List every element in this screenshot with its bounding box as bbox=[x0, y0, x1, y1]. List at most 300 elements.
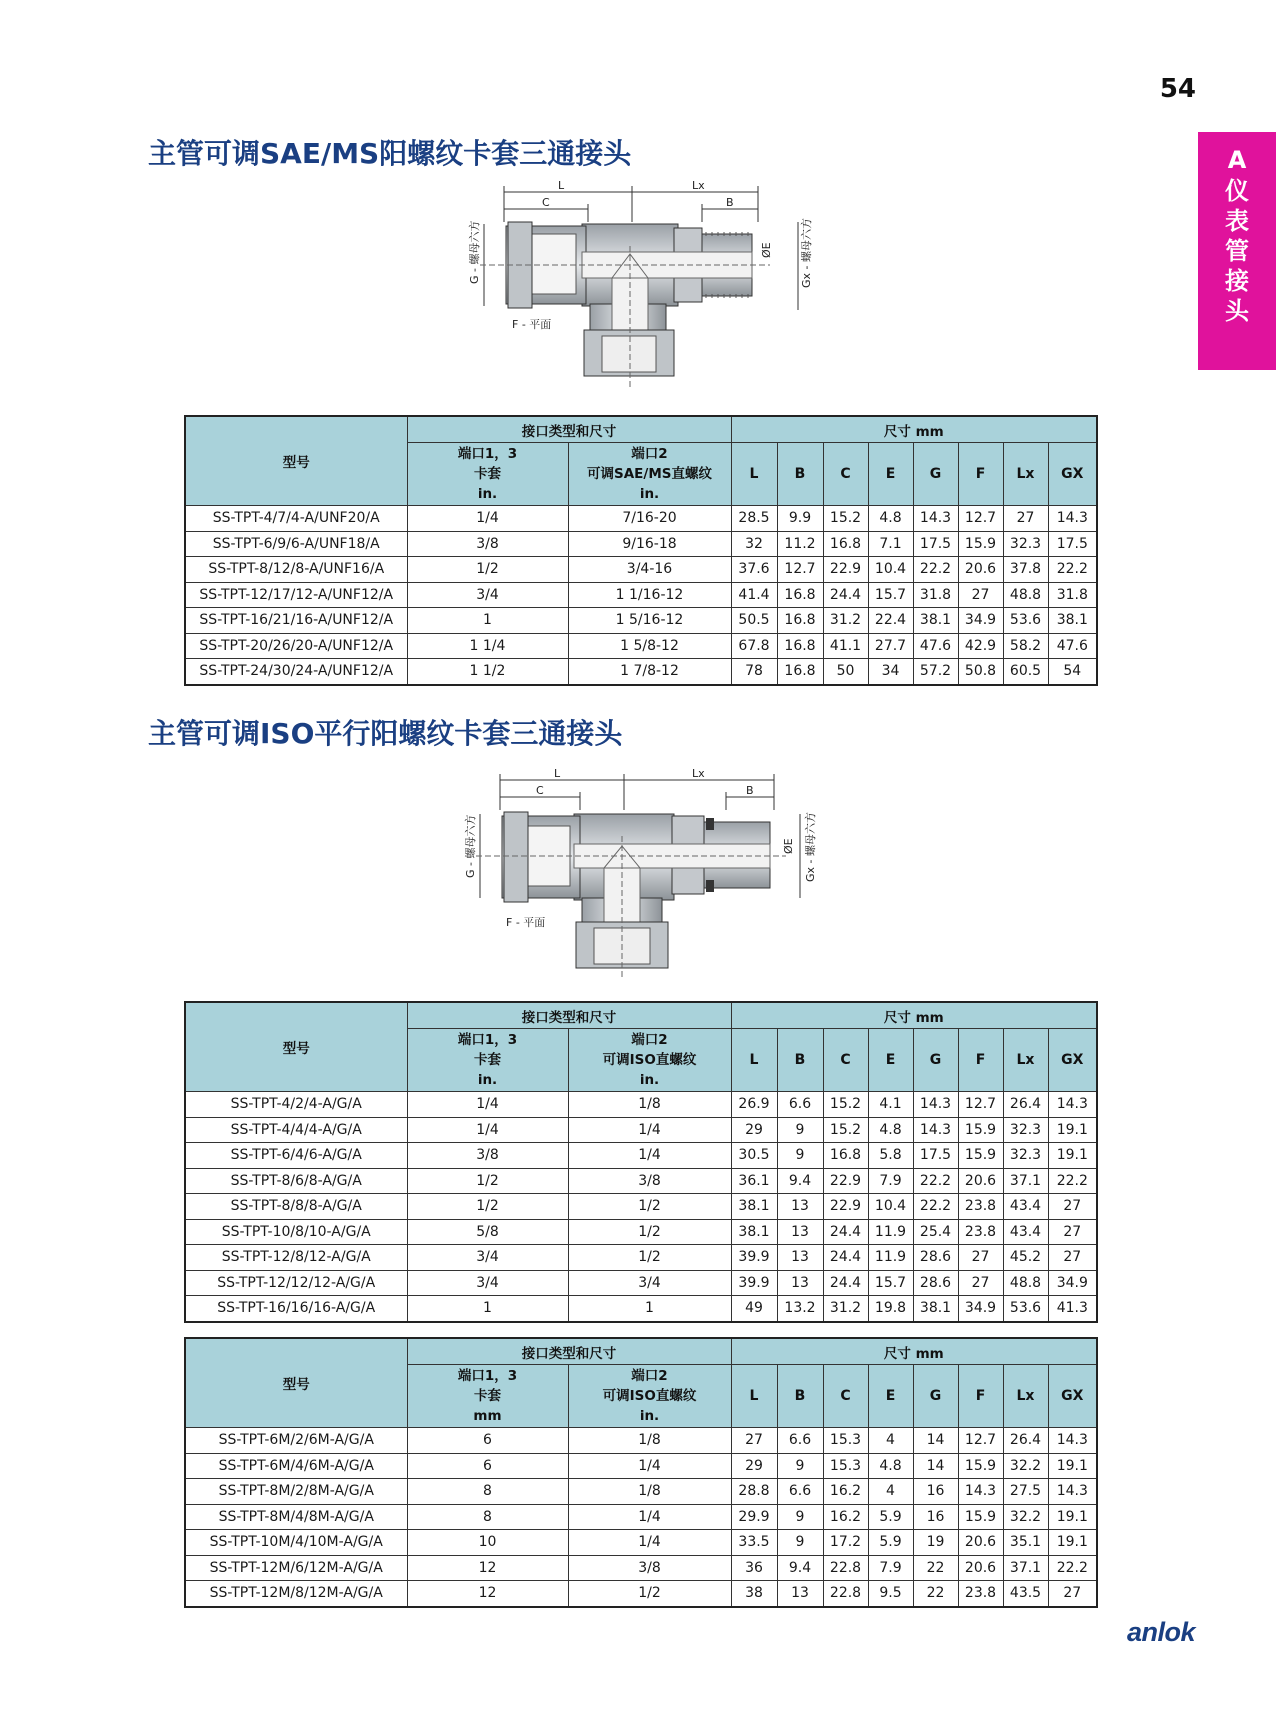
dimension-cell: 38.1 bbox=[913, 1296, 958, 1322]
dimension-label-b: B bbox=[746, 784, 754, 797]
dimension-cell: 14 bbox=[913, 1453, 958, 1479]
header-port1: 端口1，3 卡套 mm bbox=[407, 1365, 568, 1428]
dimension-cell: 6.6 bbox=[777, 1092, 823, 1118]
dimension-cell: 4 bbox=[868, 1428, 913, 1454]
dimension-label-c: C bbox=[542, 196, 550, 209]
dimension-cell: 12.7 bbox=[958, 1428, 1003, 1454]
port-size-cell: 9/16-18 bbox=[568, 531, 731, 557]
dimension-cell: 4.8 bbox=[868, 506, 913, 532]
dimension-cell: 58.2 bbox=[1003, 633, 1048, 659]
port-size-cell: 12 bbox=[407, 1555, 568, 1581]
port-size-cell: 3/4 bbox=[407, 1270, 568, 1296]
dimension-cell: 28.6 bbox=[913, 1245, 958, 1271]
dimension-cell: 15.7 bbox=[868, 582, 913, 608]
table-row bbox=[185, 1219, 1097, 1245]
port-size-cell: 8 bbox=[407, 1504, 568, 1530]
dimension-cell: 49 bbox=[731, 1296, 777, 1322]
dimension-label-f: F - 平面 bbox=[506, 916, 546, 929]
port-size-cell: 1/4 bbox=[407, 1117, 568, 1143]
header-port-group: 接口类型和尺寸 bbox=[407, 416, 731, 443]
port-size-cell: 1/4 bbox=[568, 1453, 731, 1479]
header-model: 型号 bbox=[185, 1002, 407, 1092]
dimension-label-lx: Lx bbox=[692, 767, 705, 780]
table-row bbox=[185, 506, 1097, 532]
spec-table-sae bbox=[184, 415, 1098, 686]
model-cell: SS-TPT-8/6/8-A/G/A bbox=[185, 1168, 407, 1194]
dimension-cell: 57.2 bbox=[913, 659, 958, 685]
port-size-cell: 1/4 bbox=[407, 506, 568, 532]
spec-table-iso-metric bbox=[184, 1337, 1098, 1608]
header-dim-group: 尺寸 mm bbox=[731, 1338, 1097, 1365]
dimension-cell: 13 bbox=[777, 1219, 823, 1245]
dimension-cell: 32.3 bbox=[1003, 1143, 1048, 1169]
dimension-cell: 22 bbox=[913, 1555, 958, 1581]
header-port-group: 接口类型和尺寸 bbox=[407, 1002, 731, 1029]
dimension-cell: 34.9 bbox=[958, 608, 1003, 634]
dimension-cell: 27 bbox=[958, 1245, 1003, 1271]
dimension-cell: 9 bbox=[777, 1143, 823, 1169]
dimension-cell: 15.9 bbox=[958, 1117, 1003, 1143]
dimension-cell: 60.5 bbox=[1003, 659, 1048, 685]
port-size-cell: 1/4 bbox=[568, 1117, 731, 1143]
dimension-cell: 32.3 bbox=[1003, 531, 1048, 557]
dimension-cell: 12.7 bbox=[958, 506, 1003, 532]
dimension-cell: 27 bbox=[1048, 1245, 1097, 1271]
dimension-cell: 31.8 bbox=[913, 582, 958, 608]
dimension-cell: 27 bbox=[958, 582, 1003, 608]
dimension-cell: 41.1 bbox=[823, 633, 868, 659]
dimension-cell: 22.2 bbox=[913, 1194, 958, 1220]
header-model: 型号 bbox=[185, 416, 407, 506]
dimension-cell: 15.2 bbox=[823, 506, 868, 532]
dimension-cell: 16.8 bbox=[823, 1143, 868, 1169]
dimension-cell: 20.6 bbox=[958, 1530, 1003, 1556]
dimension-label-l: L bbox=[554, 767, 561, 780]
port-size-cell: 3/8 bbox=[568, 1555, 731, 1581]
header-dim: L bbox=[731, 1029, 777, 1092]
header-dim: E bbox=[868, 1365, 913, 1428]
dimension-cell: 23.8 bbox=[958, 1219, 1003, 1245]
port-size-cell: 1 1/4 bbox=[407, 633, 568, 659]
header-dim: C bbox=[823, 1029, 868, 1092]
header-dim: F bbox=[958, 1365, 1003, 1428]
dimension-label-f: F - 平面 bbox=[512, 318, 552, 331]
dimension-cell: 4 bbox=[868, 1479, 913, 1505]
dimension-cell: 36 bbox=[731, 1555, 777, 1581]
port-size-cell: 3/8 bbox=[407, 531, 568, 557]
dimension-cell: 20.6 bbox=[958, 1555, 1003, 1581]
dimension-cell: 5.9 bbox=[868, 1530, 913, 1556]
dimension-cell: 26.4 bbox=[1003, 1428, 1048, 1454]
header-dim: Lx bbox=[1003, 1365, 1048, 1428]
port-size-cell: 1/2 bbox=[407, 557, 568, 583]
dimension-cell: 37.8 bbox=[1003, 557, 1048, 583]
dimension-cell: 37.6 bbox=[731, 557, 777, 583]
port-size-cell: 1/2 bbox=[407, 1168, 568, 1194]
dimension-cell: 35.1 bbox=[1003, 1530, 1048, 1556]
model-cell: SS-TPT-16/16/16-A/G/A bbox=[185, 1296, 407, 1322]
dimension-label-lx: Lx bbox=[692, 179, 705, 192]
header-dim: GX bbox=[1048, 1029, 1097, 1092]
dimension-cell: 45.2 bbox=[1003, 1245, 1048, 1271]
dimension-cell: 7.1 bbox=[868, 531, 913, 557]
dimension-cell: 5.8 bbox=[868, 1143, 913, 1169]
port-size-cell: 1/2 bbox=[407, 1194, 568, 1220]
dimension-cell: 13 bbox=[777, 1245, 823, 1271]
header-dim: C bbox=[823, 443, 868, 506]
header-dim: F bbox=[958, 1029, 1003, 1092]
dimension-cell: 27 bbox=[1048, 1194, 1097, 1220]
dimension-label-e: ØE bbox=[760, 242, 773, 258]
dimension-cell: 15.3 bbox=[823, 1453, 868, 1479]
dimension-cell: 27 bbox=[731, 1428, 777, 1454]
dimension-label-g: G - 螺母六方 bbox=[468, 220, 481, 284]
table-row bbox=[185, 1245, 1097, 1271]
dimension-cell: 29.9 bbox=[731, 1504, 777, 1530]
dimension-cell: 15.9 bbox=[958, 531, 1003, 557]
dimension-cell: 15.9 bbox=[958, 1504, 1003, 1530]
dimension-cell: 9.4 bbox=[777, 1555, 823, 1581]
table-row bbox=[185, 1296, 1097, 1322]
dimension-cell: 22 bbox=[913, 1581, 958, 1607]
dimension-cell: 31.2 bbox=[823, 608, 868, 634]
header-dim-group: 尺寸 mm bbox=[731, 416, 1097, 443]
chapter-tab-letter: A bbox=[1227, 146, 1247, 174]
model-cell: SS-TPT-10M/4/10M-A/G/A bbox=[185, 1530, 407, 1556]
chapter-tab-char: 管 bbox=[1225, 237, 1249, 265]
model-cell: SS-TPT-6/4/6-A/G/A bbox=[185, 1143, 407, 1169]
port-size-cell: 6 bbox=[407, 1453, 568, 1479]
dimension-cell: 27 bbox=[1048, 1219, 1097, 1245]
dimension-cell: 67.8 bbox=[731, 633, 777, 659]
dimension-cell: 9 bbox=[777, 1504, 823, 1530]
dimension-cell: 14.3 bbox=[913, 506, 958, 532]
dimension-cell: 4.1 bbox=[868, 1092, 913, 1118]
dimension-cell: 25.4 bbox=[913, 1219, 958, 1245]
header-port2: 端口2 可调ISO直螺纹 in. bbox=[568, 1365, 731, 1428]
dimension-cell: 16.8 bbox=[777, 659, 823, 685]
dimension-cell: 47.6 bbox=[913, 633, 958, 659]
dimension-cell: 28.8 bbox=[731, 1479, 777, 1505]
dimension-cell: 20.6 bbox=[958, 1168, 1003, 1194]
table-row bbox=[185, 1270, 1097, 1296]
dimension-cell: 43.4 bbox=[1003, 1194, 1048, 1220]
dimension-cell: 42.9 bbox=[958, 633, 1003, 659]
dimension-cell: 14 bbox=[913, 1428, 958, 1454]
dimension-cell: 22.9 bbox=[823, 557, 868, 583]
model-cell: SS-TPT-12/12/12-A/G/A bbox=[185, 1270, 407, 1296]
dimension-cell: 19.1 bbox=[1048, 1117, 1097, 1143]
table-row bbox=[185, 1581, 1097, 1607]
model-cell: SS-TPT-4/4/4-A/G/A bbox=[185, 1117, 407, 1143]
model-cell: SS-TPT-8/12/8-A/UNF16/A bbox=[185, 557, 407, 583]
dimension-cell: 47.6 bbox=[1048, 633, 1097, 659]
port-size-cell: 3/4 bbox=[407, 582, 568, 608]
dimension-cell: 39.9 bbox=[731, 1270, 777, 1296]
dimension-label-e: ØE bbox=[782, 838, 795, 854]
dimension-cell: 6.6 bbox=[777, 1428, 823, 1454]
dimension-cell: 54 bbox=[1048, 659, 1097, 685]
header-dim-group: 尺寸 mm bbox=[731, 1002, 1097, 1029]
port-size-cell: 7/16-20 bbox=[568, 506, 731, 532]
dimension-cell: 22.2 bbox=[913, 557, 958, 583]
dimension-label-gx: Gx - 螺母六方 bbox=[804, 812, 817, 882]
tee-fitting-diagram-iso bbox=[436, 764, 836, 980]
dimension-cell: 4.8 bbox=[868, 1453, 913, 1479]
dimension-cell: 9 bbox=[777, 1530, 823, 1556]
model-cell: SS-TPT-8M/4/8M-A/G/A bbox=[185, 1504, 407, 1530]
chapter-tab-char: 表 bbox=[1225, 207, 1249, 235]
model-cell: SS-TPT-12/17/12-A/UNF12/A bbox=[185, 582, 407, 608]
model-cell: SS-TPT-24/30/24-A/UNF12/A bbox=[185, 659, 407, 685]
tee-fitting-diagram-sae bbox=[440, 176, 840, 392]
section-title: 主管可调ISO平行阳螺纹卡套三通接头 bbox=[148, 717, 623, 750]
dimension-cell: 14.3 bbox=[1048, 506, 1097, 532]
dimension-cell: 27.5 bbox=[1003, 1479, 1048, 1505]
port-size-cell: 1/8 bbox=[568, 1428, 731, 1454]
header-dim: GX bbox=[1048, 1365, 1097, 1428]
model-cell: SS-TPT-6M/2/6M-A/G/A bbox=[185, 1428, 407, 1454]
port-size-cell: 5/8 bbox=[407, 1219, 568, 1245]
port-size-cell: 3/8 bbox=[568, 1168, 731, 1194]
model-cell: SS-TPT-12M/8/12M-A/G/A bbox=[185, 1581, 407, 1607]
dimension-cell: 31.8 bbox=[1048, 582, 1097, 608]
header-port-group: 接口类型和尺寸 bbox=[407, 1338, 731, 1365]
dimension-cell: 12.7 bbox=[777, 557, 823, 583]
dimension-cell: 15.2 bbox=[823, 1092, 868, 1118]
dimension-cell: 10.4 bbox=[868, 557, 913, 583]
dimension-cell: 32.3 bbox=[1003, 1117, 1048, 1143]
dimension-cell: 38.1 bbox=[731, 1219, 777, 1245]
header-port2: 端口2 可调SAE/MS直螺纹 in. bbox=[568, 443, 731, 506]
header-model: 型号 bbox=[185, 1338, 407, 1428]
table-row bbox=[185, 1117, 1097, 1143]
dimension-label-l: L bbox=[558, 179, 565, 192]
dimension-cell: 36.1 bbox=[731, 1168, 777, 1194]
port-size-cell: 1/2 bbox=[568, 1245, 731, 1271]
port-size-cell: 1/4 bbox=[568, 1143, 731, 1169]
dimension-cell: 31.2 bbox=[823, 1296, 868, 1322]
table-row bbox=[185, 1143, 1097, 1169]
table-row bbox=[185, 1453, 1097, 1479]
dimension-cell: 27 bbox=[958, 1270, 1003, 1296]
dimension-cell: 22.8 bbox=[823, 1581, 868, 1607]
header-dim: G bbox=[913, 1029, 958, 1092]
dimension-cell: 14.3 bbox=[1048, 1428, 1097, 1454]
dimension-cell: 4.8 bbox=[868, 1117, 913, 1143]
model-cell: SS-TPT-16/21/16-A/UNF12/A bbox=[185, 608, 407, 634]
table-row bbox=[185, 582, 1097, 608]
model-cell: SS-TPT-4/2/4-A/G/A bbox=[185, 1092, 407, 1118]
dimension-cell: 22.2 bbox=[1048, 1555, 1097, 1581]
table-row bbox=[185, 1479, 1097, 1505]
dimension-cell: 27.7 bbox=[868, 633, 913, 659]
port-size-cell: 3/4 bbox=[407, 1245, 568, 1271]
dimension-cell: 38.1 bbox=[1048, 608, 1097, 634]
dimension-cell: 6.6 bbox=[777, 1479, 823, 1505]
dimension-cell: 22.8 bbox=[823, 1555, 868, 1581]
dimension-cell: 28.6 bbox=[913, 1270, 958, 1296]
dimension-cell: 22.9 bbox=[823, 1194, 868, 1220]
dimension-cell: 41.4 bbox=[731, 582, 777, 608]
dimension-cell: 14.3 bbox=[1048, 1092, 1097, 1118]
dimension-cell: 13 bbox=[777, 1270, 823, 1296]
dimension-cell: 7.9 bbox=[868, 1555, 913, 1581]
dimension-label-c: C bbox=[536, 784, 544, 797]
header-dim: E bbox=[868, 1029, 913, 1092]
header-dim: G bbox=[913, 1365, 958, 1428]
dimension-cell: 23.8 bbox=[958, 1194, 1003, 1220]
section-title: 主管可调SAE/MS阳螺纹卡套三通接头 bbox=[148, 137, 632, 170]
dimension-cell: 48.8 bbox=[1003, 582, 1048, 608]
dimension-cell: 16.8 bbox=[777, 633, 823, 659]
dimension-cell: 17.2 bbox=[823, 1530, 868, 1556]
dimension-cell: 19 bbox=[913, 1530, 958, 1556]
dimension-cell: 26.4 bbox=[1003, 1092, 1048, 1118]
dimension-cell: 22.9 bbox=[823, 1168, 868, 1194]
port-size-cell: 12 bbox=[407, 1581, 568, 1607]
port-size-cell: 1/8 bbox=[568, 1479, 731, 1505]
dimension-cell: 7.9 bbox=[868, 1168, 913, 1194]
dimension-cell: 5.9 bbox=[868, 1504, 913, 1530]
dimension-cell: 53.6 bbox=[1003, 1296, 1048, 1322]
dimension-cell: 15.3 bbox=[823, 1428, 868, 1454]
dimension-cell: 9.5 bbox=[868, 1581, 913, 1607]
spec-table-iso-inch bbox=[184, 1001, 1098, 1323]
port-size-cell: 1 5/16-12 bbox=[568, 608, 731, 634]
chapter-tab-char: 接 bbox=[1225, 267, 1249, 295]
page-number: 54 bbox=[1159, 74, 1196, 104]
dimension-cell: 32 bbox=[731, 531, 777, 557]
port-size-cell: 1 7/8-12 bbox=[568, 659, 731, 685]
table-row bbox=[185, 659, 1097, 685]
header-dim: L bbox=[731, 443, 777, 506]
dimension-cell: 41.3 bbox=[1048, 1296, 1097, 1322]
dimension-cell: 15.7 bbox=[868, 1270, 913, 1296]
dimension-cell: 24.4 bbox=[823, 1245, 868, 1271]
dimension-cell: 33.5 bbox=[731, 1530, 777, 1556]
port-size-cell: 1 1/16-12 bbox=[568, 582, 731, 608]
model-cell: SS-TPT-12M/6/12M-A/G/A bbox=[185, 1555, 407, 1581]
header-dim: C bbox=[823, 1365, 868, 1428]
port-size-cell: 1/4 bbox=[568, 1530, 731, 1556]
dimension-cell: 38.1 bbox=[913, 608, 958, 634]
model-cell: SS-TPT-8/8/8-A/G/A bbox=[185, 1194, 407, 1220]
dimension-cell: 19.1 bbox=[1048, 1453, 1097, 1479]
port-size-cell: 1/8 bbox=[568, 1092, 731, 1118]
dimension-cell: 22.4 bbox=[868, 608, 913, 634]
dimension-cell: 24.4 bbox=[823, 1270, 868, 1296]
dimension-cell: 9.9 bbox=[777, 506, 823, 532]
table-row bbox=[185, 1428, 1097, 1454]
dimension-cell: 13.2 bbox=[777, 1296, 823, 1322]
dimension-cell: 20.6 bbox=[958, 557, 1003, 583]
table-row bbox=[185, 1504, 1097, 1530]
dimension-cell: 17.5 bbox=[913, 1143, 958, 1169]
header-port1: 端口1，3 卡套 in. bbox=[407, 443, 568, 506]
header-port2: 端口2 可调ISO直螺纹 in. bbox=[568, 1029, 731, 1092]
header-dim: B bbox=[777, 443, 823, 506]
dimension-cell: 19.8 bbox=[868, 1296, 913, 1322]
dimension-cell: 34.9 bbox=[958, 1296, 1003, 1322]
dimension-label-g: G - 螺母六方 bbox=[464, 814, 477, 878]
table-row bbox=[185, 1194, 1097, 1220]
chapter-tab-char: 头 bbox=[1225, 297, 1249, 325]
dimension-cell: 50.8 bbox=[958, 659, 1003, 685]
dimension-cell: 43.4 bbox=[1003, 1219, 1048, 1245]
dimension-cell: 16.8 bbox=[777, 582, 823, 608]
dimension-cell: 37.1 bbox=[1003, 1555, 1048, 1581]
dimension-cell: 19.1 bbox=[1048, 1504, 1097, 1530]
dimension-cell: 13 bbox=[777, 1194, 823, 1220]
port-size-cell: 1/4 bbox=[407, 1092, 568, 1118]
port-size-cell: 1 bbox=[407, 608, 568, 634]
dimension-cell: 22.2 bbox=[1048, 1168, 1097, 1194]
dimension-cell: 53.6 bbox=[1003, 608, 1048, 634]
header-dim: G bbox=[913, 443, 958, 506]
header-dim: B bbox=[777, 1365, 823, 1428]
port-size-cell: 3/8 bbox=[407, 1143, 568, 1169]
dimension-cell: 12.7 bbox=[958, 1092, 1003, 1118]
port-size-cell: 10 bbox=[407, 1530, 568, 1556]
dimension-cell: 9 bbox=[777, 1117, 823, 1143]
port-size-cell: 1/2 bbox=[568, 1194, 731, 1220]
dimension-cell: 16 bbox=[913, 1504, 958, 1530]
dimension-cell: 14.3 bbox=[958, 1479, 1003, 1505]
table-row bbox=[185, 1168, 1097, 1194]
dimension-cell: 22.2 bbox=[913, 1168, 958, 1194]
model-cell: SS-TPT-12/8/12-A/G/A bbox=[185, 1245, 407, 1271]
brand-logo: anlok bbox=[1127, 1617, 1196, 1647]
model-cell: SS-TPT-8M/2/8M-A/G/A bbox=[185, 1479, 407, 1505]
chapter-tab bbox=[1198, 132, 1276, 370]
port-size-cell: 1/2 bbox=[568, 1219, 731, 1245]
table-row bbox=[185, 1555, 1097, 1581]
dimension-cell: 16.2 bbox=[823, 1479, 868, 1505]
dimension-cell: 24.4 bbox=[823, 1219, 868, 1245]
dimension-cell: 32.2 bbox=[1003, 1453, 1048, 1479]
dimension-cell: 15.2 bbox=[823, 1117, 868, 1143]
dimension-cell: 19.1 bbox=[1048, 1143, 1097, 1169]
model-cell: SS-TPT-20/26/20-A/UNF12/A bbox=[185, 633, 407, 659]
dimension-cell: 50.5 bbox=[731, 608, 777, 634]
port-size-cell: 3/4-16 bbox=[568, 557, 731, 583]
header-dim: B bbox=[777, 1029, 823, 1092]
dimension-cell: 26.9 bbox=[731, 1092, 777, 1118]
model-cell: SS-TPT-10/8/10-A/G/A bbox=[185, 1219, 407, 1245]
port-size-cell: 1/2 bbox=[568, 1581, 731, 1607]
chapter-tab-char: 仪 bbox=[1225, 177, 1249, 205]
dimension-cell: 29 bbox=[731, 1453, 777, 1479]
dimension-cell: 27 bbox=[1048, 1581, 1097, 1607]
dimension-cell: 14.3 bbox=[1048, 1479, 1097, 1505]
dimension-cell: 34 bbox=[868, 659, 913, 685]
dimension-cell: 17.5 bbox=[913, 531, 958, 557]
dimension-cell: 9.4 bbox=[777, 1168, 823, 1194]
dimension-cell: 48.8 bbox=[1003, 1270, 1048, 1296]
header-dim: Lx bbox=[1003, 1029, 1048, 1092]
header-dim: L bbox=[731, 1365, 777, 1428]
dimension-cell: 24.4 bbox=[823, 582, 868, 608]
dimension-cell: 38.1 bbox=[731, 1194, 777, 1220]
dimension-cell: 14.3 bbox=[913, 1117, 958, 1143]
table-row bbox=[185, 557, 1097, 583]
dimension-cell: 11.9 bbox=[868, 1245, 913, 1271]
port-size-cell: 1/4 bbox=[568, 1504, 731, 1530]
dimension-cell: 16.8 bbox=[777, 608, 823, 634]
table-row bbox=[185, 531, 1097, 557]
dimension-cell: 11.2 bbox=[777, 531, 823, 557]
